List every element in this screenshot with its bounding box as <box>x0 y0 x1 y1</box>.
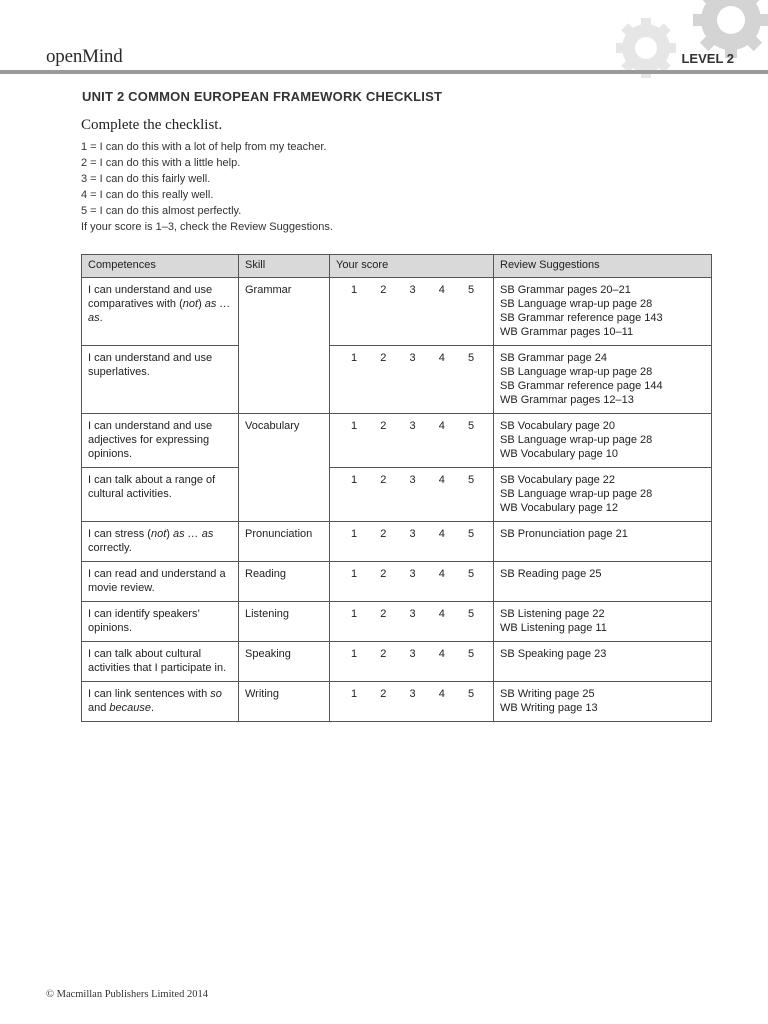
skill-cell: Grammar <box>239 278 330 414</box>
review-suggestion: SB Language wrap-up page 28 <box>500 366 653 378</box>
score-option[interactable]: 4 <box>438 528 445 540</box>
score-option[interactable]: 1 <box>350 474 358 486</box>
review-suggestion: SB Language wrap-up page 28 <box>500 298 653 310</box>
score-option[interactable]: 5 <box>467 528 475 540</box>
score-option[interactable]: 2 <box>380 688 387 700</box>
competence-text: ) <box>198 298 205 310</box>
review-suggestion: SB Pronunciation page 21 <box>500 528 628 540</box>
review-suggestion: SB Vocabulary page 22 <box>500 474 615 486</box>
review-suggestion: SB Grammar page 24 <box>500 352 607 364</box>
competence-cell <box>82 562 239 602</box>
score-option[interactable]: 2 <box>380 474 387 486</box>
competence-text: I can understand and use adjectives for expressing opinions. <box>88 420 213 460</box>
score-option[interactable]: 3 <box>409 688 416 700</box>
review-cell <box>494 562 712 602</box>
score-option[interactable]: 3 <box>409 474 416 486</box>
score-cell <box>330 642 494 682</box>
score-option[interactable]: 4 <box>438 568 445 580</box>
score-option[interactable]: 3 <box>409 608 416 620</box>
review-suggestion: SB Grammar reference page 144 <box>500 380 663 392</box>
competence-text: I can understand and use comparatives with ( <box>88 284 213 310</box>
competence-text: I can read and understand a movie review. <box>88 568 226 594</box>
score-cell <box>330 682 494 722</box>
col-header-competences: Competences <box>82 255 239 278</box>
score-option[interactable]: 4 <box>438 474 445 486</box>
score-option[interactable]: 4 <box>438 352 445 364</box>
score-option[interactable]: 3 <box>409 528 416 540</box>
score-cell <box>330 414 494 468</box>
review-suggestion: SB Vocabulary page 20 <box>500 420 615 432</box>
competence-text: . <box>99 312 103 324</box>
review-suggestion: WB Grammar pages 12–13 <box>500 394 634 406</box>
key-line: 1 = I can do this with a lot of help from my teacher. <box>81 141 327 153</box>
table-row <box>82 562 712 602</box>
table-row <box>82 642 712 682</box>
score-option[interactable]: 3 <box>409 568 416 580</box>
competence-text: I can identify speakers’ opinions. <box>88 608 200 634</box>
score-cell <box>330 602 494 642</box>
score-option[interactable]: 1 <box>350 420 358 432</box>
competence-cell <box>82 468 239 522</box>
score-option[interactable]: 5 <box>467 688 475 700</box>
table-row <box>82 602 712 642</box>
competence-cell <box>82 642 239 682</box>
score-cell <box>330 522 494 562</box>
competence-text: I can understand and use superlatives. <box>88 352 213 378</box>
competence-cell <box>82 682 239 722</box>
review-suggestion: WB Listening page 11 <box>500 622 607 634</box>
key-line: 4 = I can do this really well. <box>81 189 214 201</box>
score-option[interactable]: 2 <box>380 352 387 364</box>
competence-cell <box>82 278 239 346</box>
score-cell <box>330 278 494 346</box>
review-cell <box>494 522 712 562</box>
score-option[interactable]: 5 <box>467 420 475 432</box>
score-option[interactable]: 5 <box>467 352 475 364</box>
skill-cell: Listening <box>239 602 330 642</box>
review-suggestion: SB Language wrap-up page 28 <box>500 488 653 500</box>
review-suggestion: SB Grammar pages 20–21 <box>500 284 631 296</box>
review-suggestion: SB Grammar reference page 143 <box>500 312 663 324</box>
skill-cell: Pronunciation <box>239 522 330 562</box>
score-option[interactable]: 3 <box>409 284 416 296</box>
score-option[interactable]: 2 <box>380 420 387 432</box>
score-option[interactable]: 4 <box>438 420 445 432</box>
score-option[interactable]: 2 <box>380 528 387 540</box>
review-suggestion: WB Vocabulary page 12 <box>500 502 619 514</box>
score-cell <box>330 468 494 522</box>
col-header-skill: Skill <box>239 255 330 278</box>
score-option[interactable]: 4 <box>438 284 445 296</box>
competence-text: I can stress ( <box>88 528 151 540</box>
level-label: LEVEL 2 <box>681 51 734 66</box>
score-option[interactable]: 2 <box>380 568 387 580</box>
skill-cell: Speaking <box>239 642 330 682</box>
score-option[interactable]: 5 <box>467 284 475 296</box>
header-rule <box>0 70 768 74</box>
score-cell <box>330 346 494 414</box>
skill-cell: Vocabulary <box>239 414 330 522</box>
skill-cell: Writing <box>239 682 330 722</box>
competence-text: not <box>150 528 167 540</box>
review-suggestion: SB Listening page 22 <box>500 608 605 620</box>
competence-cell <box>82 414 239 468</box>
review-suggestion: SB Writing page 25 <box>500 688 595 700</box>
key-line: 5 = I can do this almost perfectly. <box>81 205 242 217</box>
col-header-review: Review Suggestions <box>494 255 712 278</box>
key-line: 3 = I can do this fairly well. <box>81 173 211 185</box>
score-option[interactable]: 4 <box>438 688 445 700</box>
score-option[interactable]: 5 <box>467 568 475 580</box>
checklist-table <box>81 254 712 722</box>
copyright-footer: © Macmillan Publishers Limited 2014 <box>46 989 208 1000</box>
competence-cell <box>82 602 239 642</box>
table-header-row <box>82 255 712 278</box>
review-cell <box>494 414 712 468</box>
review-suggestion: WB Writing page 13 <box>500 702 598 714</box>
score-option[interactable]: 5 <box>467 608 475 620</box>
competence-cell <box>82 522 239 562</box>
review-cell <box>494 602 712 642</box>
score-option[interactable]: 3 <box>409 420 416 432</box>
review-suggestion: SB Reading page 25 <box>500 568 602 580</box>
score-option[interactable]: 3 <box>409 352 416 364</box>
competence-text: not <box>182 298 199 310</box>
score-option[interactable]: 2 <box>380 284 387 296</box>
review-suggestion: WB Grammar pages 10–11 <box>500 326 634 338</box>
score-cell <box>330 562 494 602</box>
review-cell <box>494 278 712 346</box>
competence-text: because <box>109 702 152 714</box>
competence-text: as … as <box>88 298 231 324</box>
competence-text: I can link sentences with <box>88 688 211 700</box>
score-option[interactable]: 1 <box>350 648 358 660</box>
review-cell <box>494 682 712 722</box>
score-option[interactable]: 5 <box>467 648 475 660</box>
competence-text: ) <box>166 528 173 540</box>
score-option[interactable]: 2 <box>380 608 387 620</box>
table-row <box>82 346 712 414</box>
table-row <box>82 522 712 562</box>
score-option[interactable]: 1 <box>350 284 358 296</box>
competence-text: so <box>210 688 222 700</box>
competence-text: correctly. <box>88 542 132 554</box>
score-option[interactable]: 1 <box>350 528 358 540</box>
review-suggestion: WB Vocabulary page 10 <box>500 448 619 460</box>
col-header-score: Your score <box>330 255 494 278</box>
table-row <box>82 468 712 522</box>
key-line: If your score is 1–3, check the Review Suggestions. <box>81 221 333 233</box>
review-cell <box>494 642 712 682</box>
review-cell <box>494 468 712 522</box>
table-row <box>82 682 712 722</box>
review-suggestion: SB Speaking page 23 <box>500 648 607 660</box>
table-row <box>82 414 712 468</box>
score-key <box>81 139 333 235</box>
score-option[interactable]: 1 <box>350 688 358 700</box>
page-title: UNIT 2 COMMON EUROPEAN FRAMEWORK CHECKLIST <box>82 89 443 104</box>
brand-logo: openMind <box>46 46 123 67</box>
competence-text: I can talk about cultural activities that I participate in. <box>88 648 227 674</box>
score-option[interactable]: 1 <box>350 568 358 580</box>
score-option[interactable]: 2 <box>380 648 387 660</box>
score-option[interactable]: 1 <box>350 352 358 364</box>
review-cell <box>494 346 712 414</box>
review-suggestion: SB Language wrap-up page 28 <box>500 434 653 446</box>
competence-text: as … as <box>173 528 214 540</box>
competence-cell <box>82 346 239 414</box>
instruction-text: Complete the checklist. <box>81 117 223 133</box>
gears-decoration <box>598 0 768 96</box>
key-line: 2 = I can do this with a little help. <box>81 157 241 169</box>
score-option[interactable]: 3 <box>409 648 416 660</box>
competence-text: and <box>88 702 110 714</box>
table-row <box>82 278 712 346</box>
competence-text: I can talk about a range of cultural activities. <box>88 474 216 500</box>
score-option[interactable]: 4 <box>438 608 445 620</box>
competence-text: . <box>151 702 155 714</box>
score-option[interactable]: 1 <box>350 608 358 620</box>
score-option[interactable]: 4 <box>438 648 445 660</box>
skill-cell: Reading <box>239 562 330 602</box>
score-option[interactable]: 5 <box>467 474 475 486</box>
